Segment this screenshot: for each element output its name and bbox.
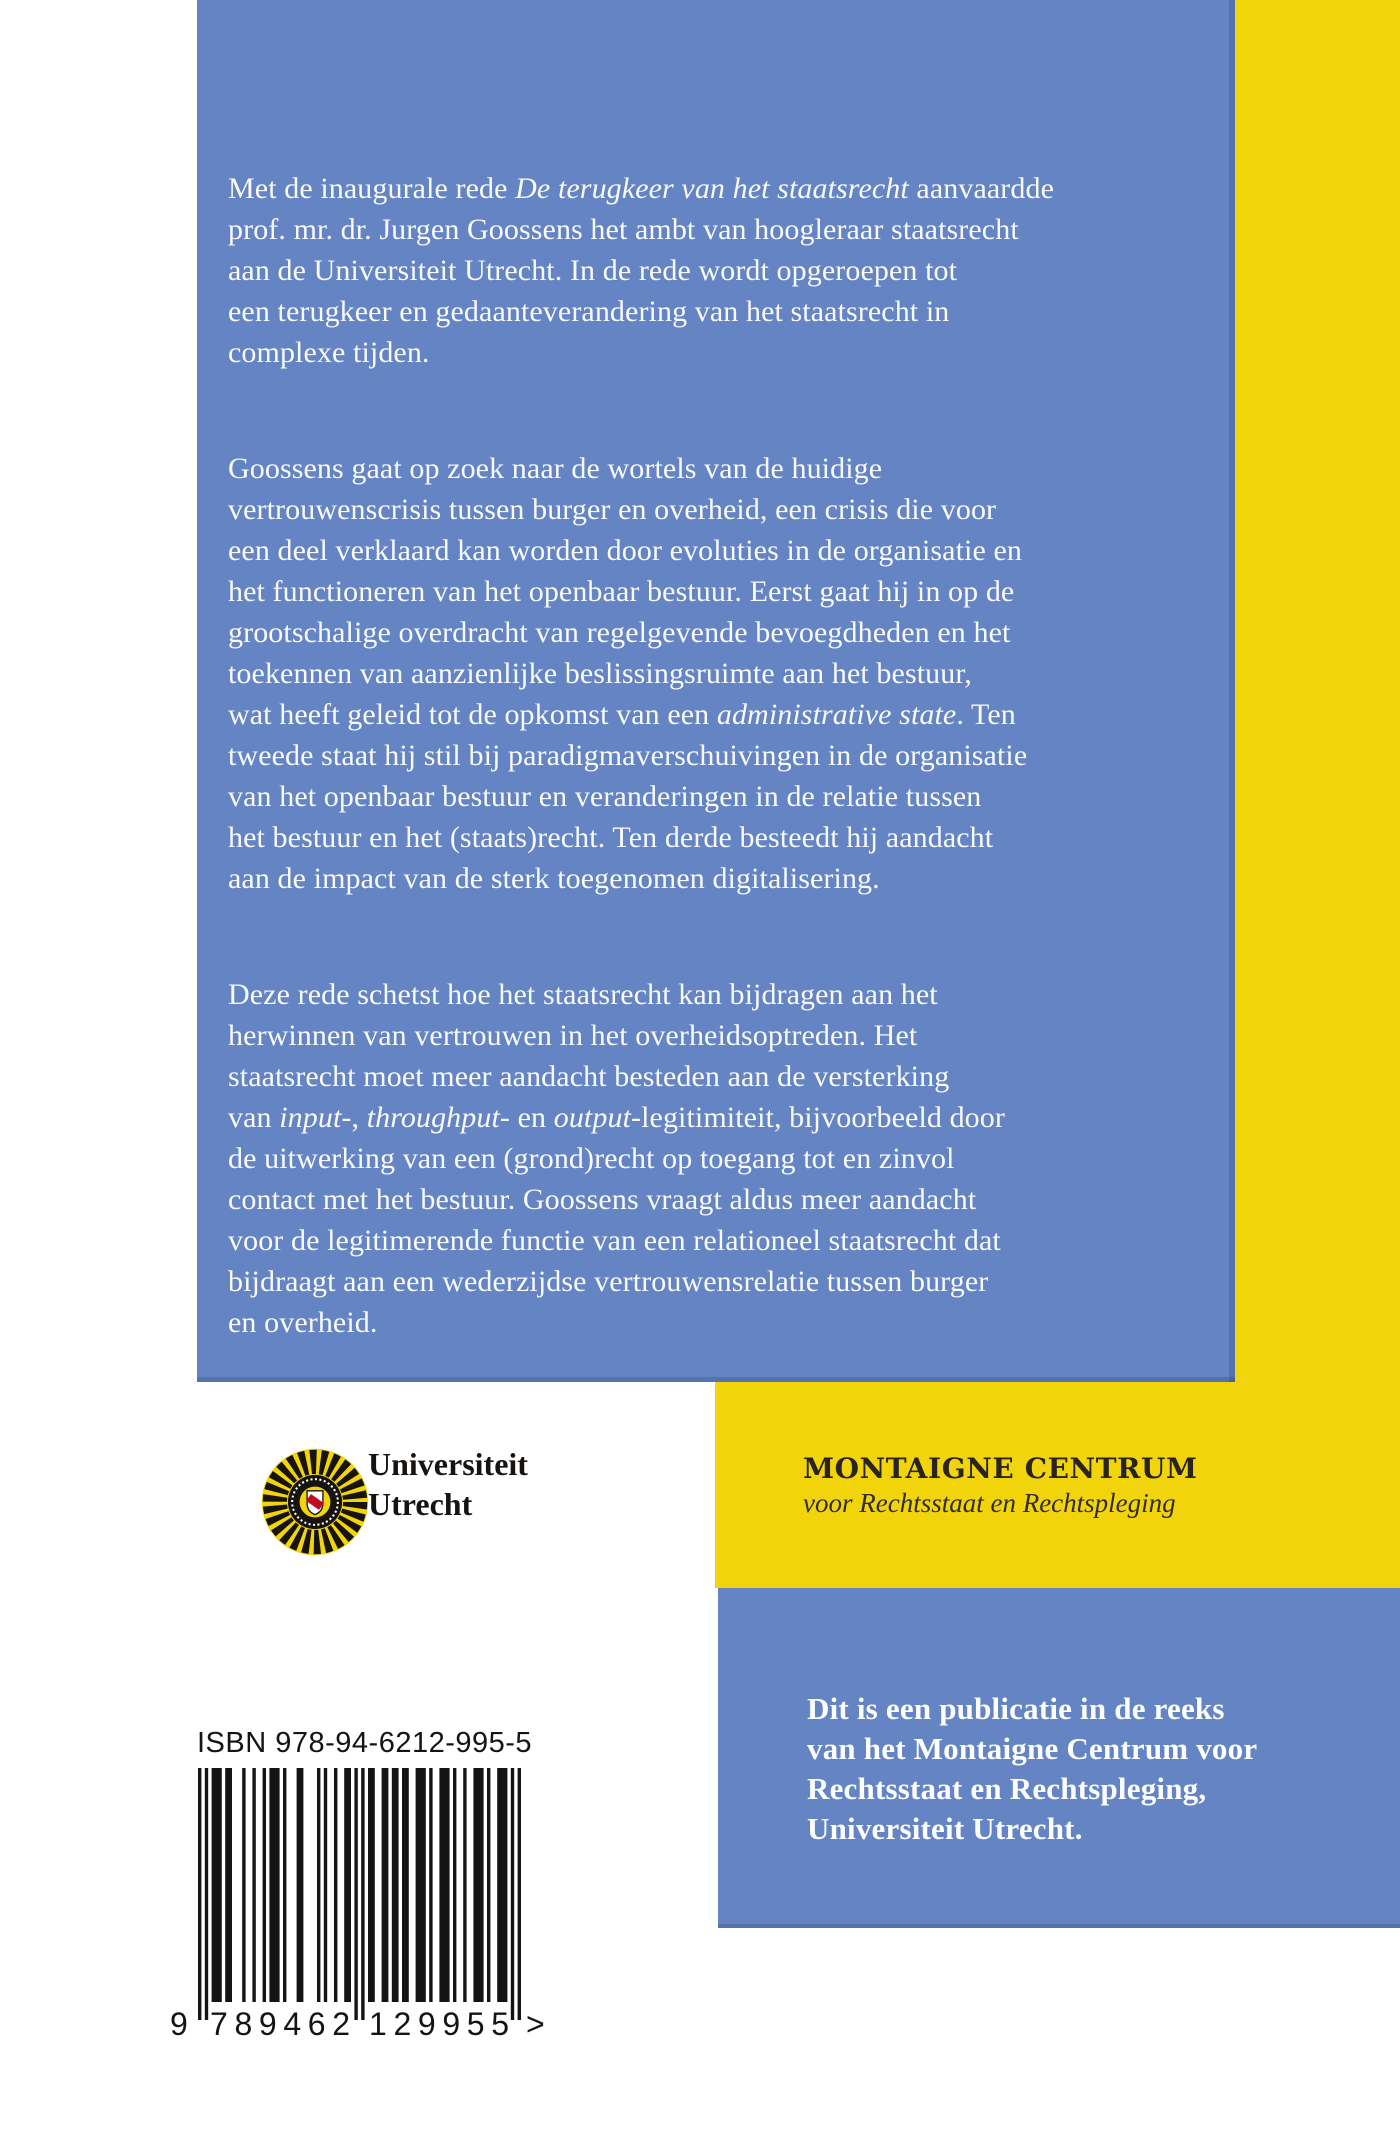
text-line: aan de Universiteit Utrecht. In de rede wordt opgeroepen tot bbox=[228, 254, 958, 287]
barcode-digit: 1 bbox=[369, 2006, 387, 2042]
text-line: prof. mr. dr. Jurgen Goossens het ambt van hoogleraar staatsrecht bbox=[228, 213, 1019, 246]
uu-sun-icon bbox=[259, 1446, 371, 1558]
text-line: Rechtsstaat en Rechtspleging, bbox=[807, 1771, 1207, 1806]
barcode-digit: 7 bbox=[210, 2006, 228, 2042]
barcode-digit: 9 bbox=[417, 2006, 436, 2042]
text-line: Universiteit Utrecht. bbox=[807, 1811, 1083, 1846]
text-line: het bestuur en het (staats)recht. Ten derde besteedt hij aandacht bbox=[228, 821, 994, 854]
barcode-digit: 5 bbox=[466, 2006, 485, 2042]
text-line: toekennen van aanzienlijke beslissingsruimte aan het bestuur, bbox=[228, 657, 972, 690]
text-line: wat heeft geleid tot de opkomst van een administrative state. Ten bbox=[228, 698, 1016, 731]
uu-wordmark-line1: Universiteit bbox=[368, 1446, 528, 1482]
text-line: de uitwerking van een (grond)recht op toegang tot en zinvol bbox=[228, 1142, 955, 1175]
text-line: contact met het bestuur. Goossens vraagt aldus meer aandacht bbox=[228, 1183, 977, 1216]
barcode-first-digit: 9 bbox=[170, 2006, 188, 2042]
text-line: Goossens gaat op zoek naar de wortels van de huidige bbox=[228, 452, 883, 485]
blurb-panel bbox=[197, 0, 1235, 1382]
barcode-digit: 5 bbox=[491, 2006, 509, 2042]
barcode-digit: 8 bbox=[234, 2006, 253, 2042]
text-line: van input-, throughput- en output-legitimiteit, bijvoorbeeld door bbox=[228, 1101, 1005, 1134]
text-line: van het openbaar bestuur en veranderingen in de relatie tussen bbox=[228, 780, 982, 813]
text-line: aan de impact van de sterk toegenomen digitalisering. bbox=[228, 862, 880, 895]
blurb-text bbox=[228, 168, 1197, 1343]
barcode-digit: 2 bbox=[332, 2006, 350, 2042]
barcode-digit: 4 bbox=[283, 2006, 302, 2042]
barcode-digit: 9 bbox=[258, 2006, 277, 2042]
text-line: het functioneren van het openbaar bestuur. Eerst gaat hij in op de bbox=[228, 575, 1015, 608]
uu-wordmark bbox=[368, 1444, 528, 1524]
text-line: een terugkeer en gedaanteverandering van het staatsrecht in bbox=[228, 295, 950, 328]
yellow-side-band bbox=[1235, 0, 1400, 1588]
isbn-label: ISBN 978-94-6212-995-5 bbox=[197, 1727, 533, 1759]
montaigne-centrum-title: MONTAIGNE CENTRUM bbox=[803, 1452, 1198, 1485]
uu-wordmark-line2: Utrecht bbox=[368, 1486, 473, 1522]
text-line: Dit is een publicatie in de reeks bbox=[807, 1691, 1225, 1726]
publication-series-box bbox=[718, 1588, 1400, 1928]
text-line: complexe tijden. bbox=[228, 336, 430, 369]
montaigne-centrum-block bbox=[715, 1382, 1400, 1588]
text-line: Met de inaugurale rede De terugkeer van het staatsrecht aanvaardde bbox=[228, 172, 1054, 205]
paragraph bbox=[228, 168, 1197, 373]
ean13-barcode bbox=[170, 1768, 545, 2048]
paragraph bbox=[228, 448, 1197, 899]
text-line: en overheid. bbox=[228, 1306, 378, 1339]
text-line: grootschalige overdracht van regelgevende bevoegdheden en het bbox=[228, 616, 1011, 649]
paragraph bbox=[228, 974, 1197, 1343]
barcode-left-digits bbox=[210, 2006, 350, 2042]
text-line: tweede staat hij stil bij paradigmaverschuivingen in de organisatie bbox=[228, 739, 1028, 772]
text-line: vertrouwenscrisis tussen burger en overheid, een crisis die voor bbox=[228, 493, 997, 526]
text-line: bijdraagt aan een wederzijdse vertrouwensrelatie tussen burger bbox=[228, 1265, 989, 1298]
barcode-suffix: > bbox=[526, 2006, 545, 2042]
text-line: voor de legitimerende functie van een relationeel staatsrecht dat bbox=[228, 1224, 1001, 1257]
text-line: Deze rede schetst hoe het staatsrecht kan bijdragen aan het bbox=[228, 978, 938, 1011]
montaigne-centrum-subtitle: voor Rechtsstaat en Rechtspleging bbox=[803, 1488, 1176, 1518]
universiteit-utrecht-logo bbox=[259, 1446, 559, 1566]
text-line: herwinnen van vertrouwen in het overheidsoptreden. Het bbox=[228, 1019, 918, 1052]
text-line: van het Montaigne Centrum voor bbox=[807, 1731, 1258, 1766]
barcode-digit: 6 bbox=[307, 2006, 326, 2042]
barcode-digit: 9 bbox=[442, 2006, 461, 2042]
text-line: een deel verklaard kan worden door evoluties in de organisatie en bbox=[228, 534, 1022, 567]
publication-series-text bbox=[807, 1689, 1257, 1849]
barcode-right-digits bbox=[369, 2006, 509, 2042]
barcode-digit: 2 bbox=[393, 2006, 412, 2042]
barcode-bars bbox=[198, 1768, 521, 2020]
text-line: staatsrecht moet meer aandacht besteden aan de versterking bbox=[228, 1060, 950, 1093]
